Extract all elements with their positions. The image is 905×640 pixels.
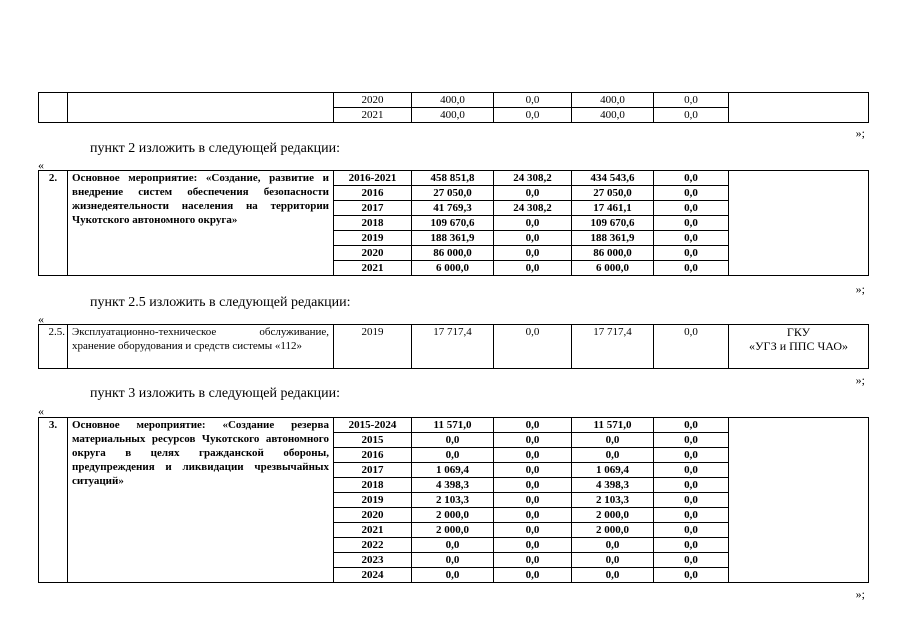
col2-cell: 109 670,6	[572, 216, 654, 231]
total-cell: 109 670,6	[412, 216, 494, 231]
total-cell: 458 851,8	[412, 171, 494, 186]
total-cell: 0,0	[412, 448, 494, 463]
col2-cell: 27 050,0	[572, 186, 654, 201]
col2-cell: 2 000,0	[572, 508, 654, 523]
col3-cell: 0,0	[654, 201, 729, 216]
col3-cell: 0,0	[654, 448, 729, 463]
table-item-2	[38, 170, 869, 276]
col3-cell: 0,0	[654, 246, 729, 261]
col3-cell: 0,0	[654, 508, 729, 523]
col1-cell: 0,0	[494, 448, 572, 463]
executor-line: «УГЗ и ППС ЧАО»	[748, 339, 849, 353]
table-top-fragment	[38, 92, 869, 123]
col2-cell: 400,0	[572, 108, 654, 123]
col2-cell: 0,0	[572, 568, 654, 583]
col3-cell: 0,0	[654, 493, 729, 508]
year-cell: 2019	[334, 325, 412, 369]
num-cell: 2.5.	[39, 325, 68, 369]
col2-cell: 6 000,0	[572, 261, 654, 276]
col1-cell: 24 308,2	[494, 171, 572, 186]
num-cell: 3.	[39, 418, 68, 583]
instruction-item-3: пункт 3 изложить в следующей редакции:	[90, 386, 340, 401]
year-cell: 2024	[334, 568, 412, 583]
col2-cell: 86 000,0	[572, 246, 654, 261]
year-cell: 2021	[334, 261, 412, 276]
col3-cell: 0,0	[654, 108, 729, 123]
year-cell: 2016	[334, 448, 412, 463]
close-quote-mark: »;	[855, 126, 865, 140]
col2-cell: 0,0	[572, 448, 654, 463]
col3-cell: 0,0	[654, 325, 729, 369]
executor-cell	[729, 418, 869, 583]
year-cell: 2020	[334, 246, 412, 261]
col1-cell: 0,0	[494, 216, 572, 231]
col2-cell: 17 717,4	[572, 325, 654, 369]
col1-cell: 0,0	[494, 325, 572, 369]
table-row	[39, 325, 869, 369]
year-cell: 2023	[334, 553, 412, 568]
total-cell: 0,0	[412, 538, 494, 553]
year-cell: 2019	[334, 493, 412, 508]
total-cell: 0,0	[412, 553, 494, 568]
close-quote-mark: »;	[855, 282, 865, 296]
open-quote-mark: «	[38, 158, 44, 172]
col2-cell: 434 543,6	[572, 171, 654, 186]
total-cell: 2 103,3	[412, 493, 494, 508]
executor-cell	[729, 93, 869, 123]
col3-cell: 0,0	[654, 261, 729, 276]
col1-cell: 0,0	[494, 538, 572, 553]
num-cell	[39, 93, 68, 123]
col3-cell: 0,0	[654, 478, 729, 493]
total-cell: 400,0	[412, 93, 494, 108]
total-cell: 41 769,3	[412, 201, 494, 216]
table-row	[39, 171, 869, 186]
col2-cell: 0,0	[572, 538, 654, 553]
col1-cell: 0,0	[494, 108, 572, 123]
open-quote-mark: «	[38, 312, 44, 326]
col2-cell: 17 461,1	[572, 201, 654, 216]
table-item-3	[38, 417, 869, 583]
col3-cell: 0,0	[654, 463, 729, 478]
total-cell: 188 361,9	[412, 231, 494, 246]
total-cell: 11 571,0	[412, 418, 494, 433]
col3-cell: 0,0	[654, 171, 729, 186]
col1-cell: 0,0	[494, 433, 572, 448]
title-cell: Основное мероприятие: «Создание резерва материальных ресурсов Чукотского автономного округа в целях гражданской обороны, предупреждения и ликвидации чрезвычайных ситуаций»	[68, 418, 334, 583]
col2-cell: 11 571,0	[572, 418, 654, 433]
year-cell: 2022	[334, 538, 412, 553]
total-cell: 0,0	[412, 433, 494, 448]
total-cell: 6 000,0	[412, 261, 494, 276]
year-cell: 2018	[334, 478, 412, 493]
table-row	[39, 93, 869, 108]
total-cell: 4 398,3	[412, 478, 494, 493]
col3-cell: 0,0	[654, 186, 729, 201]
col3-cell: 0,0	[654, 523, 729, 538]
close-quote-mark: »;	[855, 373, 865, 387]
col1-cell: 0,0	[494, 508, 572, 523]
total-cell: 2 000,0	[412, 508, 494, 523]
col2-cell: 400,0	[572, 93, 654, 108]
col3-cell: 0,0	[654, 568, 729, 583]
col2-cell: 0,0	[572, 553, 654, 568]
col1-cell: 0,0	[494, 246, 572, 261]
title-cell	[68, 93, 334, 123]
total-cell: 400,0	[412, 108, 494, 123]
num-cell: 2.	[39, 171, 68, 276]
year-cell: 2016	[334, 186, 412, 201]
executor-cell	[729, 171, 869, 276]
year-cell: 2015-2024	[334, 418, 412, 433]
year-cell: 2015	[334, 433, 412, 448]
col2-cell: 1 069,4	[572, 463, 654, 478]
col1-cell: 0,0	[494, 261, 572, 276]
col1-cell: 0,0	[494, 186, 572, 201]
year-cell: 2019	[334, 231, 412, 246]
col3-cell: 0,0	[654, 418, 729, 433]
executor-line: ГКУ	[786, 325, 811, 339]
col3-cell: 0,0	[654, 216, 729, 231]
col3-cell: 0,0	[654, 538, 729, 553]
total-cell: 0,0	[412, 568, 494, 583]
col1-cell: 0,0	[494, 478, 572, 493]
year-cell: 2016-2021	[334, 171, 412, 186]
col1-cell: 0,0	[494, 93, 572, 108]
year-cell: 2020	[334, 93, 412, 108]
col1-cell: 0,0	[494, 568, 572, 583]
instruction-item-2-5: пункт 2.5 изложить в следующей редакции:	[90, 295, 351, 310]
col1-cell: 0,0	[494, 463, 572, 478]
executor-cell	[729, 325, 869, 369]
col1-cell: 0,0	[494, 523, 572, 538]
total-cell: 1 069,4	[412, 463, 494, 478]
col3-cell: 0,0	[654, 231, 729, 246]
year-cell: 2018	[334, 216, 412, 231]
table-item-2-5	[38, 324, 869, 369]
total-cell: 86 000,0	[412, 246, 494, 261]
year-cell: 2021	[334, 523, 412, 538]
col1-cell: 0,0	[494, 231, 572, 246]
year-cell: 2020	[334, 508, 412, 523]
title-cell: Эксплуатационно-техническое обслуживание, хранение оборудования и средств системы «112»	[68, 325, 334, 369]
col2-cell: 2 103,3	[572, 493, 654, 508]
total-cell: 27 050,0	[412, 186, 494, 201]
col1-cell: 0,0	[494, 418, 572, 433]
instruction-item-2: пункт 2 изложить в следующей редакции:	[90, 141, 340, 156]
open-quote-mark: «	[38, 404, 44, 418]
year-cell: 2017	[334, 201, 412, 216]
total-cell: 2 000,0	[412, 523, 494, 538]
col2-cell: 2 000,0	[572, 523, 654, 538]
col1-cell: 0,0	[494, 493, 572, 508]
total-cell: 17 717,4	[412, 325, 494, 369]
col3-cell: 0,0	[654, 93, 729, 108]
col3-cell: 0,0	[654, 433, 729, 448]
title-cell: Основное мероприятие: «Создание, развитие и внедрение систем обеспечения безопасности жизнедеятельности населения на территории Чукотского автономного округа»	[68, 171, 334, 276]
col1-cell: 24 308,2	[494, 201, 572, 216]
col3-cell: 0,0	[654, 553, 729, 568]
col2-cell: 0,0	[572, 433, 654, 448]
col2-cell: 188 361,9	[572, 231, 654, 246]
col2-cell: 4 398,3	[572, 478, 654, 493]
table-row	[39, 418, 869, 433]
close-quote-mark: »;	[855, 587, 865, 601]
col1-cell: 0,0	[494, 553, 572, 568]
year-cell: 2021	[334, 108, 412, 123]
year-cell: 2017	[334, 463, 412, 478]
